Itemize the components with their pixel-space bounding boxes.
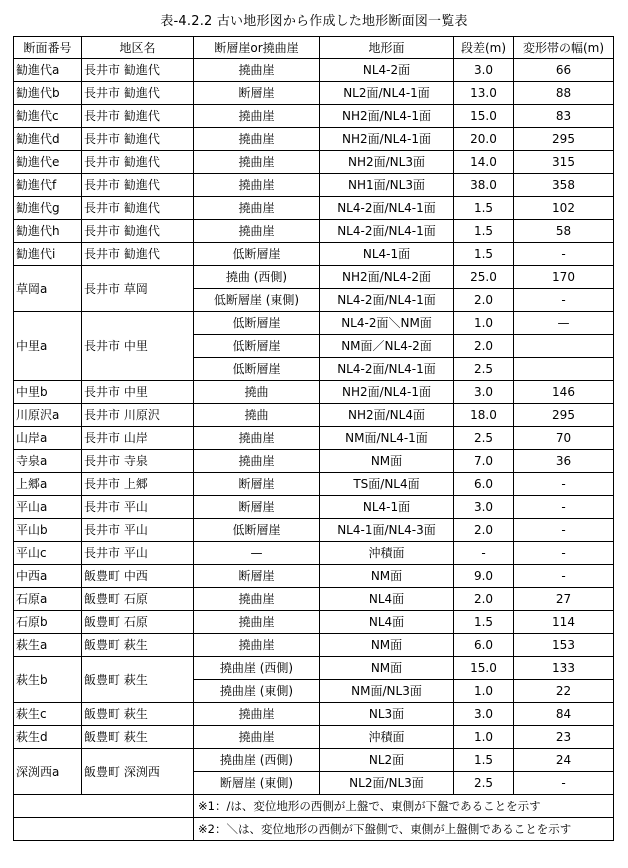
- step-height-cell: 3.0: [454, 381, 514, 404]
- step-height-cell: 2.5: [454, 427, 514, 450]
- table-row: [14, 473, 614, 496]
- terrain-surface-cell: NL4-2面: [320, 59, 454, 82]
- scarp-type-cell: 撓曲: [194, 381, 320, 404]
- section-id-cell: 平山b: [14, 519, 82, 542]
- column-header: 変形帯の幅(m): [514, 37, 614, 59]
- step-height-cell: 20.0: [454, 128, 514, 151]
- table-row: [14, 312, 614, 335]
- area-name-cell: 長井市 勧進代: [82, 243, 194, 266]
- table-body: [14, 37, 614, 841]
- section-id-cell: 萩生d: [14, 726, 82, 749]
- table-row: [14, 588, 614, 611]
- terrain-surface-cell: NL4-2面/NL4-1面: [320, 197, 454, 220]
- step-height-cell: 6.0: [454, 473, 514, 496]
- table-row: [14, 450, 614, 473]
- table-row: [14, 404, 614, 427]
- table-title: 表-4.2.2 古い地形図から作成した地形断面図一覧表: [160, 14, 468, 29]
- scarp-type-cell: 撓曲崖: [194, 105, 320, 128]
- note-spacer-cell: [14, 818, 194, 841]
- deformation-width-cell: [514, 335, 614, 358]
- table-row: [14, 496, 614, 519]
- terrain-surface-cell: NM面／NL4-2面: [320, 335, 454, 358]
- step-height-cell: 38.0: [454, 174, 514, 197]
- step-height-cell: 14.0: [454, 151, 514, 174]
- step-height-cell: 1.0: [454, 726, 514, 749]
- section-id-cell: 萩生a: [14, 634, 82, 657]
- deformation-width-cell: 295: [514, 128, 614, 151]
- header-row: [14, 37, 614, 59]
- step-height-cell: 2.0: [454, 588, 514, 611]
- note-row: [14, 795, 614, 818]
- terrain-surface-cell: NL4-2面＼NM面: [320, 312, 454, 335]
- table-row: [14, 105, 614, 128]
- step-height-cell: 25.0: [454, 266, 514, 289]
- area-name-cell: 長井市 勧進代: [82, 174, 194, 197]
- table-row: [14, 427, 614, 450]
- deformation-width-cell: —: [514, 312, 614, 335]
- scarp-type-cell: 撓曲崖 (西側): [194, 749, 320, 772]
- scarp-type-cell: 撓曲崖: [194, 588, 320, 611]
- scarp-type-cell: 撓曲崖: [194, 427, 320, 450]
- section-id-cell: 勧進代f: [14, 174, 82, 197]
- scarp-type-cell: 撓曲崖: [194, 151, 320, 174]
- table-row: [14, 519, 614, 542]
- scarp-type-cell: 撓曲崖: [194, 726, 320, 749]
- section-id-cell: 勧進代c: [14, 105, 82, 128]
- terrain-surface-cell: NL4-2面/NL4-1面: [320, 289, 454, 312]
- scarp-type-cell: 断層崖: [194, 473, 320, 496]
- column-header: 断層崖or撓曲崖: [194, 37, 320, 59]
- deformation-width-cell: 133: [514, 657, 614, 680]
- terrain-surface-cell: NL4面: [320, 588, 454, 611]
- section-id-cell: 上郷a: [14, 473, 82, 496]
- area-name-cell: 飯豊町 萩生: [82, 657, 194, 703]
- deformation-width-cell: -: [514, 473, 614, 496]
- scarp-type-cell: 撓曲崖: [194, 59, 320, 82]
- terrain-surface-cell: NH2面/NL3面: [320, 151, 454, 174]
- deformation-width-cell: 114: [514, 611, 614, 634]
- section-id-cell: 中西a: [14, 565, 82, 588]
- terrain-surface-cell: NL4面: [320, 611, 454, 634]
- deformation-width-cell: 358: [514, 174, 614, 197]
- area-name-cell: 長井市 勧進代: [82, 151, 194, 174]
- terrain-surface-cell: NM面/NL3面: [320, 680, 454, 703]
- section-id-cell: 平山c: [14, 542, 82, 565]
- section-id-cell: 勧進代d: [14, 128, 82, 151]
- section-id-cell: 川原沢a: [14, 404, 82, 427]
- step-height-cell: 6.0: [454, 634, 514, 657]
- terrain-surface-cell: NH2面/NL4-2面: [320, 266, 454, 289]
- scarp-type-cell: 断層崖 (東側): [194, 772, 320, 795]
- deformation-width-cell: 27: [514, 588, 614, 611]
- terrain-surface-cell: NL2面: [320, 749, 454, 772]
- scarp-type-cell: 撓曲崖: [194, 128, 320, 151]
- scarp-type-cell: 低断層崖: [194, 519, 320, 542]
- table-row: [14, 381, 614, 404]
- section-id-cell: 草岡a: [14, 266, 82, 312]
- note-row: [14, 818, 614, 841]
- area-name-cell: 長井市 勧進代: [82, 197, 194, 220]
- deformation-width-cell: 146: [514, 381, 614, 404]
- area-name-cell: 長井市 上郷: [82, 473, 194, 496]
- step-height-cell: 1.0: [454, 680, 514, 703]
- step-height-cell: 3.0: [454, 59, 514, 82]
- terrain-surface-cell: NH2面/NL4-1面: [320, 105, 454, 128]
- deformation-width-cell: -: [514, 289, 614, 312]
- table-row: [14, 726, 614, 749]
- table-row: [14, 197, 614, 220]
- terrain-surface-cell: NL2面/NL3面: [320, 772, 454, 795]
- table-row: [14, 59, 614, 82]
- area-name-cell: 飯豊町 石原: [82, 611, 194, 634]
- section-id-cell: 寺泉a: [14, 450, 82, 473]
- deformation-width-cell: -: [514, 519, 614, 542]
- deformation-width-cell: 315: [514, 151, 614, 174]
- scarp-type-cell: 低断層崖 (東側): [194, 289, 320, 312]
- deformation-width-cell: -: [514, 243, 614, 266]
- scarp-type-cell: 撓曲崖: [194, 450, 320, 473]
- step-height-cell: 1.5: [454, 243, 514, 266]
- scarp-type-cell: 撓曲崖 (西側): [194, 657, 320, 680]
- deformation-width-cell: -: [514, 772, 614, 795]
- table-row: [14, 703, 614, 726]
- scarp-type-cell: 撓曲 (西側): [194, 266, 320, 289]
- deformation-width-cell: 170: [514, 266, 614, 289]
- terrain-section-table: [13, 36, 614, 841]
- step-height-cell: 9.0: [454, 565, 514, 588]
- column-header: 段差(m): [454, 37, 514, 59]
- terrain-surface-cell: NL4-1面/NL4-3面: [320, 519, 454, 542]
- terrain-surface-cell: NL2面/NL4-1面: [320, 82, 454, 105]
- footnote: ※1：/は、変位地形の西側が上盤で、東側が下盤であることを示す: [194, 795, 614, 818]
- area-name-cell: 飯豊町 深渕西: [82, 749, 194, 795]
- table-row: [14, 749, 614, 772]
- deformation-width-cell: 102: [514, 197, 614, 220]
- area-name-cell: 長井市 平山: [82, 542, 194, 565]
- step-height-cell: 2.5: [454, 358, 514, 381]
- step-height-cell: 1.5: [454, 197, 514, 220]
- table-row: [14, 611, 614, 634]
- scarp-type-cell: 撓曲崖: [194, 703, 320, 726]
- area-name-cell: 長井市 勧進代: [82, 105, 194, 128]
- area-name-cell: 長井市 勧進代: [82, 82, 194, 105]
- section-id-cell: 勧進代b: [14, 82, 82, 105]
- step-height-cell: 7.0: [454, 450, 514, 473]
- area-name-cell: 長井市 平山: [82, 496, 194, 519]
- table-row: [14, 82, 614, 105]
- scarp-type-cell: 断層崖: [194, 565, 320, 588]
- scarp-type-cell: 低断層崖: [194, 243, 320, 266]
- terrain-surface-cell: TS面/NL4面: [320, 473, 454, 496]
- table-row: [14, 151, 614, 174]
- terrain-surface-cell: NL4-1面: [320, 243, 454, 266]
- step-height-cell: 2.0: [454, 289, 514, 312]
- table-row: [14, 174, 614, 197]
- area-name-cell: 飯豊町 萩生: [82, 634, 194, 657]
- terrain-surface-cell: 沖積面: [320, 542, 454, 565]
- terrain-surface-cell: 沖積面: [320, 726, 454, 749]
- section-id-cell: 石原a: [14, 588, 82, 611]
- area-name-cell: 長井市 平山: [82, 519, 194, 542]
- terrain-surface-cell: NH2面/NL4-1面: [320, 128, 454, 151]
- section-id-cell: 勧進代a: [14, 59, 82, 82]
- section-id-cell: 山岸a: [14, 427, 82, 450]
- step-height-cell: 3.0: [454, 496, 514, 519]
- deformation-width-cell: 88: [514, 82, 614, 105]
- step-height-cell: 3.0: [454, 703, 514, 726]
- terrain-surface-cell: NM面: [320, 657, 454, 680]
- scarp-type-cell: 撓曲崖: [194, 634, 320, 657]
- deformation-width-cell: 23: [514, 726, 614, 749]
- deformation-width-cell: 24: [514, 749, 614, 772]
- section-id-cell: 石原b: [14, 611, 82, 634]
- footnote: ※2：＼は、変位地形の西側が下盤側で、東側が上盤側であることを示す: [194, 818, 614, 841]
- scarp-type-cell: 低断層崖: [194, 335, 320, 358]
- step-height-cell: 2.0: [454, 519, 514, 542]
- deformation-width-cell: 84: [514, 703, 614, 726]
- step-height-cell: 18.0: [454, 404, 514, 427]
- terrain-surface-cell: NM面: [320, 565, 454, 588]
- deformation-width-cell: 295: [514, 404, 614, 427]
- deformation-width-cell: 83: [514, 105, 614, 128]
- terrain-surface-cell: NL3面: [320, 703, 454, 726]
- section-id-cell: 勧進代g: [14, 197, 82, 220]
- area-name-cell: 飯豊町 中西: [82, 565, 194, 588]
- section-id-cell: 勧進代i: [14, 243, 82, 266]
- table-row: [14, 266, 614, 289]
- scarp-type-cell: 撓曲崖: [194, 174, 320, 197]
- table-row: [14, 542, 614, 565]
- table-row: [14, 657, 614, 680]
- section-id-cell: 中里b: [14, 381, 82, 404]
- scarp-type-cell: 撓曲崖: [194, 611, 320, 634]
- terrain-surface-cell: NL4-1面: [320, 496, 454, 519]
- scarp-type-cell: —: [194, 542, 320, 565]
- deformation-width-cell: 36: [514, 450, 614, 473]
- step-height-cell: 15.0: [454, 657, 514, 680]
- scarp-type-cell: 断層崖: [194, 496, 320, 519]
- deformation-width-cell: 58: [514, 220, 614, 243]
- deformation-width-cell: -: [514, 542, 614, 565]
- step-height-cell: 1.5: [454, 220, 514, 243]
- table-row: [14, 565, 614, 588]
- table-row: [14, 634, 614, 657]
- terrain-surface-cell: NM面/NL4-1面: [320, 427, 454, 450]
- section-id-cell: 深渕西a: [14, 749, 82, 795]
- section-id-cell: 萩生b: [14, 657, 82, 703]
- section-id-cell: 勧進代h: [14, 220, 82, 243]
- terrain-surface-cell: NH2面/NL4面: [320, 404, 454, 427]
- table-row: [14, 128, 614, 151]
- column-header: 地形面: [320, 37, 454, 59]
- area-name-cell: 長井市 勧進代: [82, 128, 194, 151]
- step-height-cell: 1.5: [454, 749, 514, 772]
- terrain-surface-cell: NH1面/NL3面: [320, 174, 454, 197]
- area-name-cell: 飯豊町 萩生: [82, 703, 194, 726]
- area-name-cell: 長井市 勧進代: [82, 220, 194, 243]
- area-name-cell: 長井市 勧進代: [82, 59, 194, 82]
- area-name-cell: 長井市 中里: [82, 312, 194, 381]
- table-row: [14, 220, 614, 243]
- deformation-width-cell: -: [514, 565, 614, 588]
- note-spacer-cell: [14, 795, 194, 818]
- section-id-cell: 勧進代e: [14, 151, 82, 174]
- step-height-cell: 1.5: [454, 611, 514, 634]
- terrain-surface-cell: NL4-2面/NL4-1面: [320, 220, 454, 243]
- area-name-cell: 長井市 中里: [82, 381, 194, 404]
- step-height-cell: 2.0: [454, 335, 514, 358]
- terrain-surface-cell: NM面: [320, 450, 454, 473]
- section-id-cell: 中里a: [14, 312, 82, 381]
- step-height-cell: 13.0: [454, 82, 514, 105]
- deformation-width-cell: 66: [514, 59, 614, 82]
- table-row: [14, 243, 614, 266]
- deformation-width-cell: [514, 358, 614, 381]
- scarp-type-cell: 撓曲崖: [194, 220, 320, 243]
- step-height-cell: 1.0: [454, 312, 514, 335]
- scarp-type-cell: 撓曲崖: [194, 197, 320, 220]
- terrain-surface-cell: NH2面/NL4-1面: [320, 381, 454, 404]
- step-height-cell: 15.0: [454, 105, 514, 128]
- scarp-type-cell: 低断層崖: [194, 312, 320, 335]
- area-name-cell: 飯豊町 萩生: [82, 726, 194, 749]
- step-height-cell: -: [454, 542, 514, 565]
- deformation-width-cell: 22: [514, 680, 614, 703]
- column-header: 断面番号: [14, 37, 82, 59]
- deformation-width-cell: -: [514, 496, 614, 519]
- step-height-cell: 2.5: [454, 772, 514, 795]
- area-name-cell: 長井市 草岡: [82, 266, 194, 312]
- scarp-type-cell: 撓曲: [194, 404, 320, 427]
- deformation-width-cell: 70: [514, 427, 614, 450]
- section-id-cell: 萩生c: [14, 703, 82, 726]
- section-id-cell: 平山a: [14, 496, 82, 519]
- deformation-width-cell: 153: [514, 634, 614, 657]
- area-name-cell: 長井市 川原沢: [82, 404, 194, 427]
- terrain-surface-cell: NM面: [320, 634, 454, 657]
- area-name-cell: 飯豊町 石原: [82, 588, 194, 611]
- scarp-type-cell: 撓曲崖 (東側): [194, 680, 320, 703]
- terrain-surface-cell: NL4-2面/NL4-1面: [320, 358, 454, 381]
- scarp-type-cell: 断層崖: [194, 82, 320, 105]
- area-name-cell: 長井市 山岸: [82, 427, 194, 450]
- area-name-cell: 長井市 寺泉: [82, 450, 194, 473]
- column-header: 地区名: [82, 37, 194, 59]
- scarp-type-cell: 低断層崖: [194, 358, 320, 381]
